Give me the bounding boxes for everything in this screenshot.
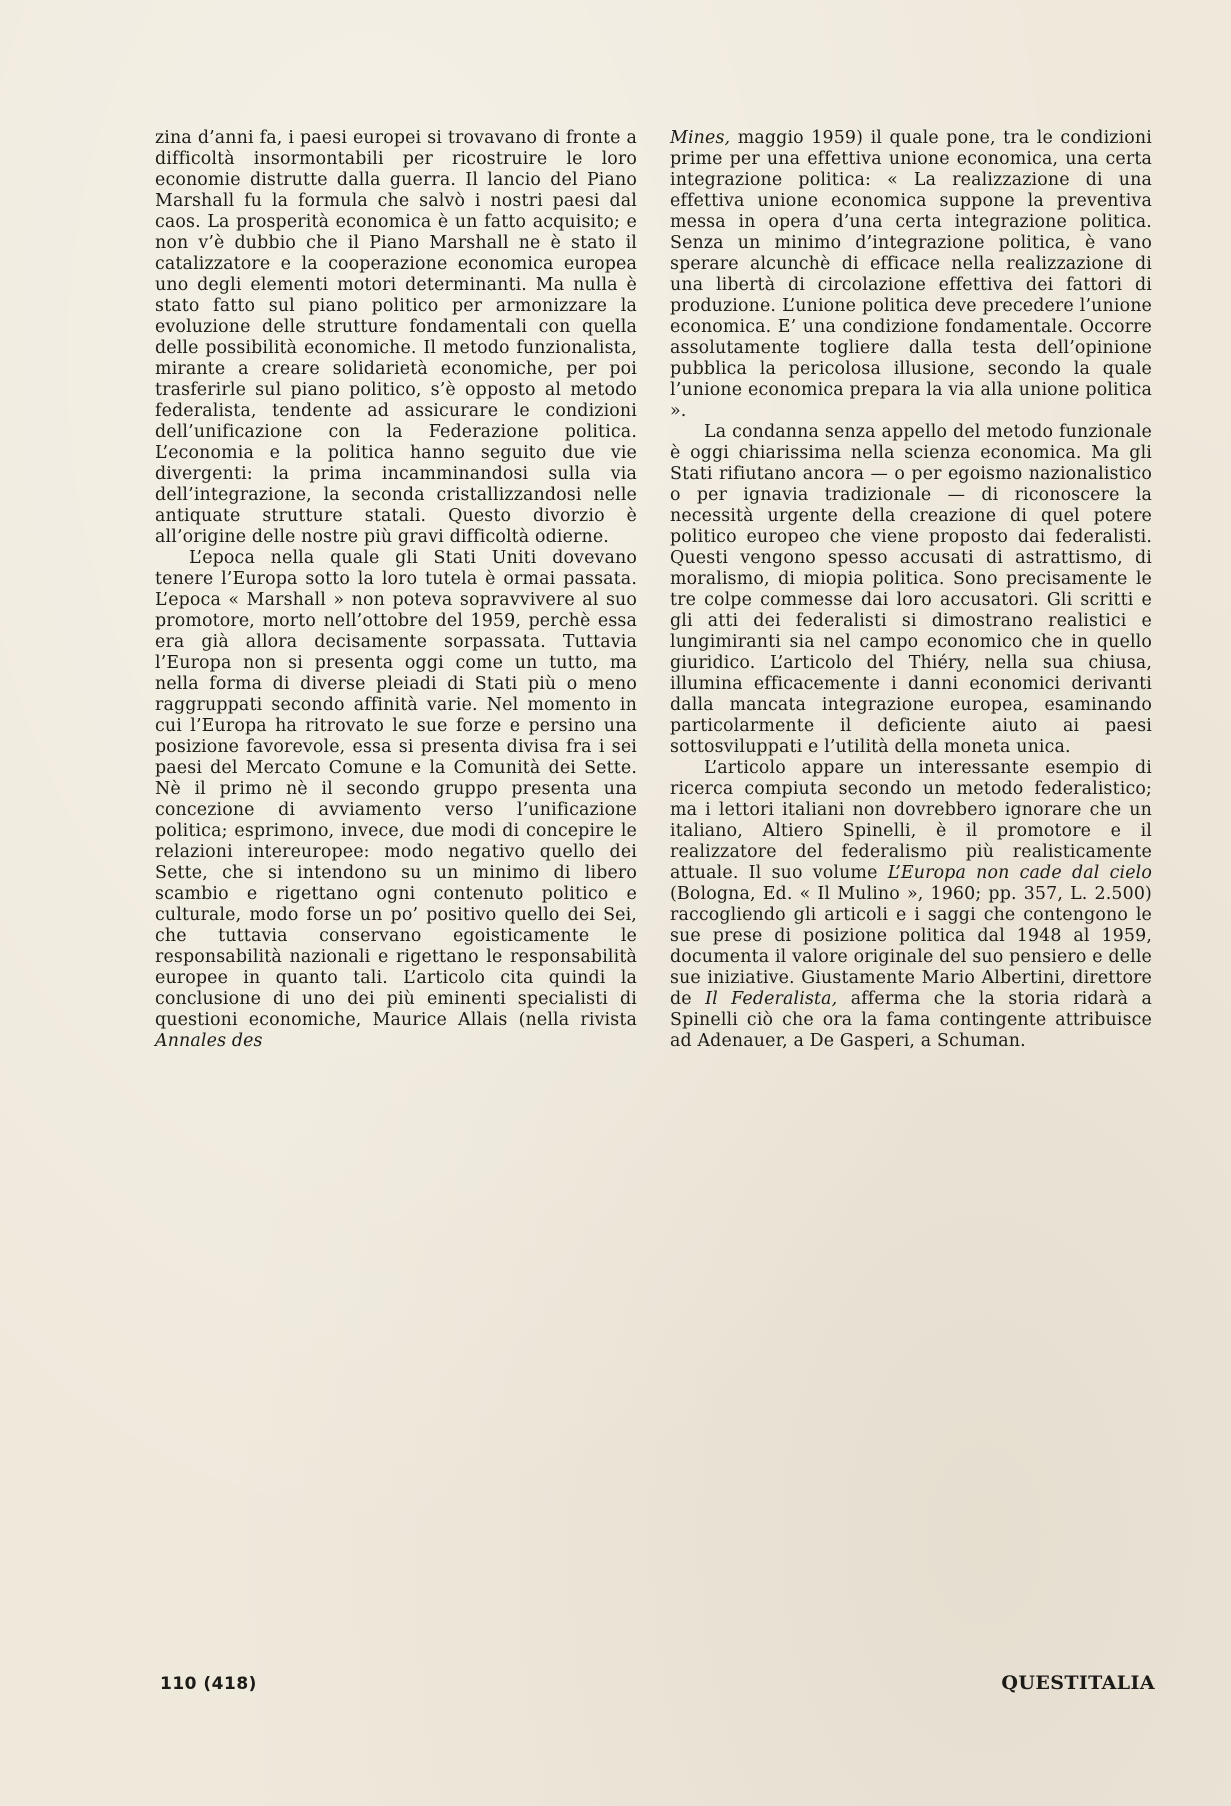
paragraph xyxy=(670,128,1152,422)
journal-name: QUESTITALIA xyxy=(1001,1672,1155,1694)
paragraph-text: maggio 1959) il quale pone, tra le condizioni prime per una effettiva unione economica, una certa integrazione politica: « La realizzazione di una effettiva unione economica suppone la preventiva messa in opera d’una certa integrazione politica. Senza un minimo d’integrazione politica, è vano sperare alcunchè di efficace nella realizzazione di una libertà di circolazione effettiva dei fattori di produzione. L’unione politica deve precedere l’unione economica. E’ una condizione fondamentale. Occorre assolutamente togliere dalla testa dell’opinione pubblica la pericolosa illusione, secondo la quale l’unione economica prepara la via alla unione politica ». xyxy=(670,128,1152,421)
italic-title: Annales des xyxy=(155,1031,263,1051)
page-number: 110 (418) xyxy=(160,1674,257,1694)
paragraph xyxy=(670,758,1152,1052)
italic-book-title: L’Europa non cade dal cielo xyxy=(887,863,1153,883)
italic-title: Mines, xyxy=(670,128,731,148)
paragraph xyxy=(155,548,637,1052)
paragraph: zina d’anni fa, i paesi europei si trovavano di fronte a difficoltà insormontabili per ricostruire le loro economie distrutte dalla guerra. Il lancio del Piano Marshall fu la formula che salvò i nostri paesi dal caos. La prosperità economica è un fatto acquisito; e non v’è dubbio che il Piano Marshall ne è stato il catalizzatore e la cooperazione economica europea uno degli elementi motori determinanti. Ma nulla è stato fatto sul piano politico per armonizzare la evoluzione delle strutture fondamentali con quella delle possibilità economiche. Il metodo funzionalista, mirante a creare solidarietà economiche, per poi trasferirle sul piano politico, s’è opposto al metodo federalista, tendente ad assicurare le condizioni dell’unificazione con la Federazione politica. L’economia e la politica hanno seguito due vie divergenti: la prima incamminandosi sulla via dell’integrazione, la seconda cristallizzandosi nelle antiquate strutture statali. Questo divorzio è all’origine delle nostre più gravi difficoltà odierne. xyxy=(155,128,637,547)
paragraph-text: (Bologna, Ed. « Il Mulino », 1960; pp. 357, L. 2.500) raccogliendo gli articoli e i saggi che contengono le sue prese di posizione politica dal 1948 al 1959, documenta il valore originale del suo pensiero e delle sue iniziative. Giustamente Mario Albertini, direttore de xyxy=(670,884,1152,1009)
paragraph: La condanna senza appello del metodo funzionale è oggi chiarissima nella scienza economica. Ma gli Stati rifiutano ancora — o per egoismo nazionalistico o per ignavia tradizionale — di riconoscere la necessità urgente della creazione di quel potere politico europeo che viene proposto dai federalisti. Questi vengono spesso accusati di astrattismo, di moralismo, di miopia politica. Sono precisamente le tre colpe commesse dai loro accusatori. Gli scritti e gli atti dei federalisti si dimostrano realistici e lungimiranti sia nel campo economico che in quello giuridico. L’articolo del Thiéry, nella sua chiusa, illumina efficacemente i danni economici derivanti dalla mancata integrazione europea, esaminando particolarmente il deficiente aiuto ai paesi sottosviluppati e l’utilità della moneta unica. xyxy=(670,422,1152,757)
left-column xyxy=(155,128,637,1052)
paragraph-text: afferma che la storia ridarà a Spinelli ciò che ora la fama contingente attribuisce ad Adenauer, a De Gasperi, a Schuman. xyxy=(670,989,1152,1051)
right-column xyxy=(670,128,1152,1052)
italic-journal-title: Il Federalista, xyxy=(705,989,838,1009)
paragraph-text: L’articolo appare un interessante esempio di ricerca compiuta secondo un metodo federalistico; ma i lettori italiani non dovrebbero ignorare che un italiano, Altiero Spinelli, è il promotore e il realizzatore del federalismo più realisticamente attuale. Il suo volume xyxy=(670,758,1152,883)
paragraph-text: L’epoca nella quale gli Stati Uniti dovevano tenere l’Europa sotto la loro tutela è ormai passata. L’epoca « Marshall » non poteva sopravvivere al suo promotore, morto nell’ottobre del 1959, perchè essa era già allora decisamente sorpassata. Tuttavia l’Europa non si presenta oggi come un tutto, ma nella forma di diverse pleiadi di Stati più o meno raggruppati secondo affinità varie. Nel momento in cui l’Europa ha ritrovato le sue forze e persino una posizione favorevole, essa si presenta divisa fra i sei paesi del Mercato Comune e la Comunità dei Sette. Nè il primo nè il secondo gruppo presenta una concezione di avviamento verso l’unificazione politica; esprimono, invece, due modi di concepire le relazioni intereuropee: modo negativo quello dei Sette, che si intendono su un minimo di libero scambio e rigettano ogni contenuto politico e culturale, modo forse un po’ positivo quello dei Sei, che tuttavia conservano egoisticamente le responsabilità nazionali e rigettano le responsabilità europee in quanto tali. L’articolo cita quindi la conclusione di uno dei più eminenti specialisti di questioni economiche, Maurice Allais (nella rivista xyxy=(155,548,637,1030)
